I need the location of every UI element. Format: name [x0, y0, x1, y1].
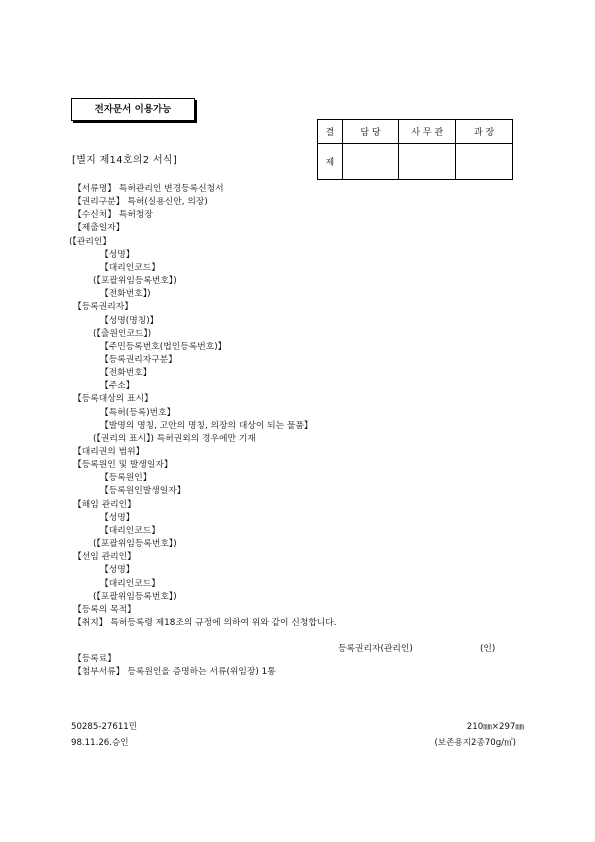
form-line: 【등록원인 및 발생일자】: [73, 460, 173, 471]
footer-approved-date: 98.11.26.승인: [71, 738, 129, 748]
form-line: 【제출일자】: [73, 223, 125, 234]
form-line: (【포괄위임등록번호】): [93, 539, 177, 550]
signature-label: 등록권리자(관리인): [338, 644, 413, 654]
form-line: 【권리구분】 특허(실용신안, 의장): [73, 197, 208, 208]
form-line: (【관리인】: [69, 236, 112, 247]
form-number: [별지 제14호의2 서식]: [72, 155, 178, 166]
form-line: 【성명】: [100, 565, 135, 576]
form-line: 【선임 관리인】: [73, 552, 136, 563]
form-line: 【대리권의 범위】: [73, 447, 145, 457]
form-line: (【포괄위임등록번호】): [93, 591, 177, 602]
footer-paper-type: (보존용지2종70g/㎡): [434, 738, 516, 748]
seal-mark: (인): [480, 644, 496, 654]
form-line: 【전화번호】): [100, 289, 151, 300]
form-line: 【성명】: [100, 249, 135, 260]
form-line: 【등록의 목적】: [73, 604, 136, 615]
form-line: 【첨부서류】 등록원인을 증명하는 서류(위임장) 1통: [73, 667, 276, 678]
approval-sign-chief: [456, 144, 513, 180]
form-line: 【취지】 특허등록령 제18조의 규정에 의하여 위와 같이 신청합니다.: [73, 617, 337, 628]
approval-sign-staff: [342, 144, 399, 180]
form-line: 【등록권리자】: [73, 302, 134, 313]
form-line: (【출원인코드】): [93, 328, 152, 339]
form-line: 【전화번호】: [100, 368, 152, 379]
form-line: 【등록대상의 표시】: [73, 394, 153, 405]
form-line: (【포괄위임등록번호】): [93, 276, 177, 287]
approval-header-staff: 담 당: [342, 120, 399, 144]
form-line: 【등록료】: [73, 654, 117, 664]
approval-table: [317, 119, 513, 180]
approval-label-bottom: 제: [318, 144, 343, 180]
form-line: 【대리인코드】: [100, 525, 161, 536]
approval-header-officer: 사 무 관: [399, 120, 456, 144]
form-line: (【권리의 표시】) 특허권외의 경우에만 기재: [93, 433, 256, 444]
approval-label-top: 결: [318, 120, 343, 144]
form-line: 【등록원인발생일자】: [100, 486, 186, 497]
electronic-document-badge: 전자문서 이용가능: [71, 98, 195, 121]
form-line: 【성명(명칭)】: [100, 315, 159, 326]
form-line: 【대리인코드】: [100, 578, 161, 589]
form-line: 【등록원인】: [100, 473, 152, 484]
footer-code: 50285-27611민: [71, 722, 138, 732]
form-line: 【주소】: [100, 381, 135, 392]
form-line: 【해임 관리인】: [73, 499, 136, 510]
form-line: 【수신처】 특허청장: [73, 210, 153, 221]
form-line: 【주민등록번호(법인등록번호)】: [100, 341, 227, 352]
form-line: 【발명의 명칭, 고안의 명칭, 의장의 대상이 되는 물품】: [100, 420, 313, 431]
form-line: 【서류명】 특허관리인 변경등록신청서: [73, 184, 224, 194]
footer-paper-size: 210㎜×297㎜: [466, 722, 524, 732]
form-line: 【등록권리자구분】: [100, 354, 178, 365]
approval-sign-officer: [399, 144, 456, 180]
form-line: 【성명】: [100, 512, 135, 523]
approval-header-chief: 과 장: [456, 120, 513, 144]
form-line: 【특허(등록)번호】: [100, 407, 176, 418]
form-line: 【대리인코드】: [100, 262, 161, 273]
